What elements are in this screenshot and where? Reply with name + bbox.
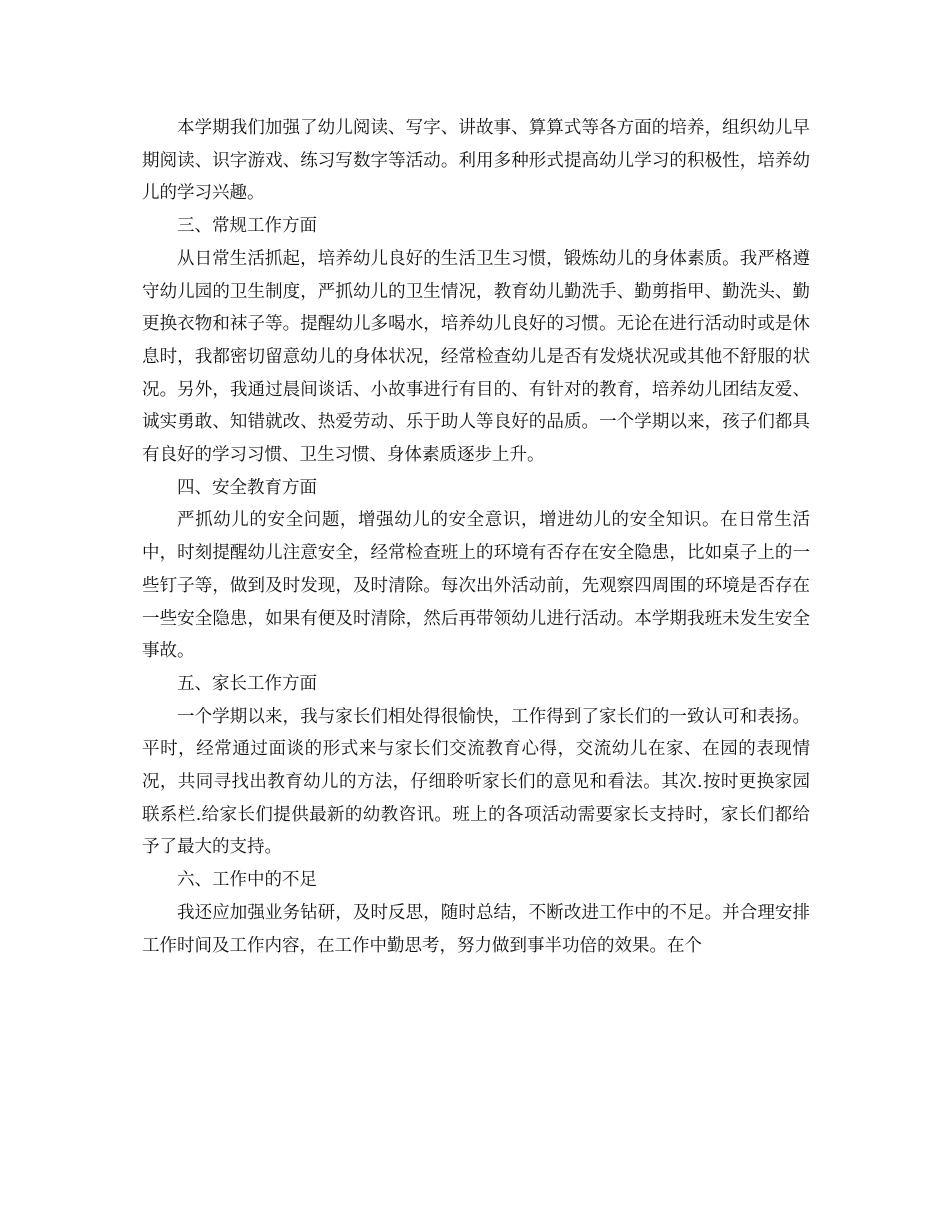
section-heading-routine-work: 三、常规工作方面 — [177, 216, 317, 237]
paragraph-safety-education: 严抓幼儿的安全问题，增强幼儿的安全意识，增进幼儿的安全知识。在日常生活中，时刻提醒幼儿注意安全，经常检查班上的环境有否存在安全隐患，比如桌子上的一些钉子等，做到及时发现，及时清除。每次出外活动前，先观察四周围的环境是否存在一些安全隐患，如果有便及时清除，然后再带领幼儿进行活动。本学期我班未发生安全事故。 — [142, 510, 810, 662]
section-heading-shortcomings: 六、工作中的不足 — [177, 870, 317, 891]
paragraph-shortcomings: 我还应加强业务钻研，及时反思，随时总结，不断改进工作中的不足。并合理安排工作时间及工作内容，在工作中勤思考，努力做到事半功倍的效果。在个 — [142, 902, 810, 956]
section-heading-safety-education: 四、安全教育方面 — [177, 477, 317, 498]
paragraph-parent-work: 一个学期以来，我与家长们相处得很愉快，工作得到了家长们的一致认可和表扬。平时，经常通过面谈的形式来与家长们交流教育心得，交流幼儿在家、在园的表现情况，共同寻找出教育幼儿的方法，仔细聆听家长们的意见和看法。其次.按时更换家园联系栏.给家长们提供最新的幼教咨讯。班上的各项活动需要家长支持时，家长们都给予了最大的支持。 — [142, 706, 810, 858]
paragraph-learning-interest: 本学期我们加强了幼儿阅读、写字、讲故事、算算式等各方面的培养，组织幼儿早期阅读、识字游戏、练习写数字等活动。利用多种形式提高幼儿学习的积极性，培养幼儿的学习兴趣。 — [142, 118, 810, 204]
section-heading-parent-work: 五、家长工作方面 — [177, 673, 317, 694]
paragraph-routine-work: 从日常生活抓起，培养幼儿良好的生活卫生习惯，锻炼幼儿的身体素质。我严格遵守幼儿园的卫生制度，严抓幼儿的卫生情况，教育幼儿勤洗手、勤剪指甲、勤洗头、勤更换衣物和袜子等。提醒幼儿多喝水，培养幼儿良好的习惯。无论在进行活动时或是休息时，我都密切留意幼儿的身体状况，经常检查幼儿是否有发烧状况或其他不舒服的状况。另外，我通过晨间谈话、小故事进行有目的、有针对的教育，培养幼儿团结友爱、诚实勇敢、知错就改、热爱劳动、乐于助人等良好的品质。一个学期以来，孩子们都具有良好的学习习惯、卫生习惯、身体素质逐步上升。 — [142, 248, 810, 466]
document-body — [142, 112, 810, 962]
